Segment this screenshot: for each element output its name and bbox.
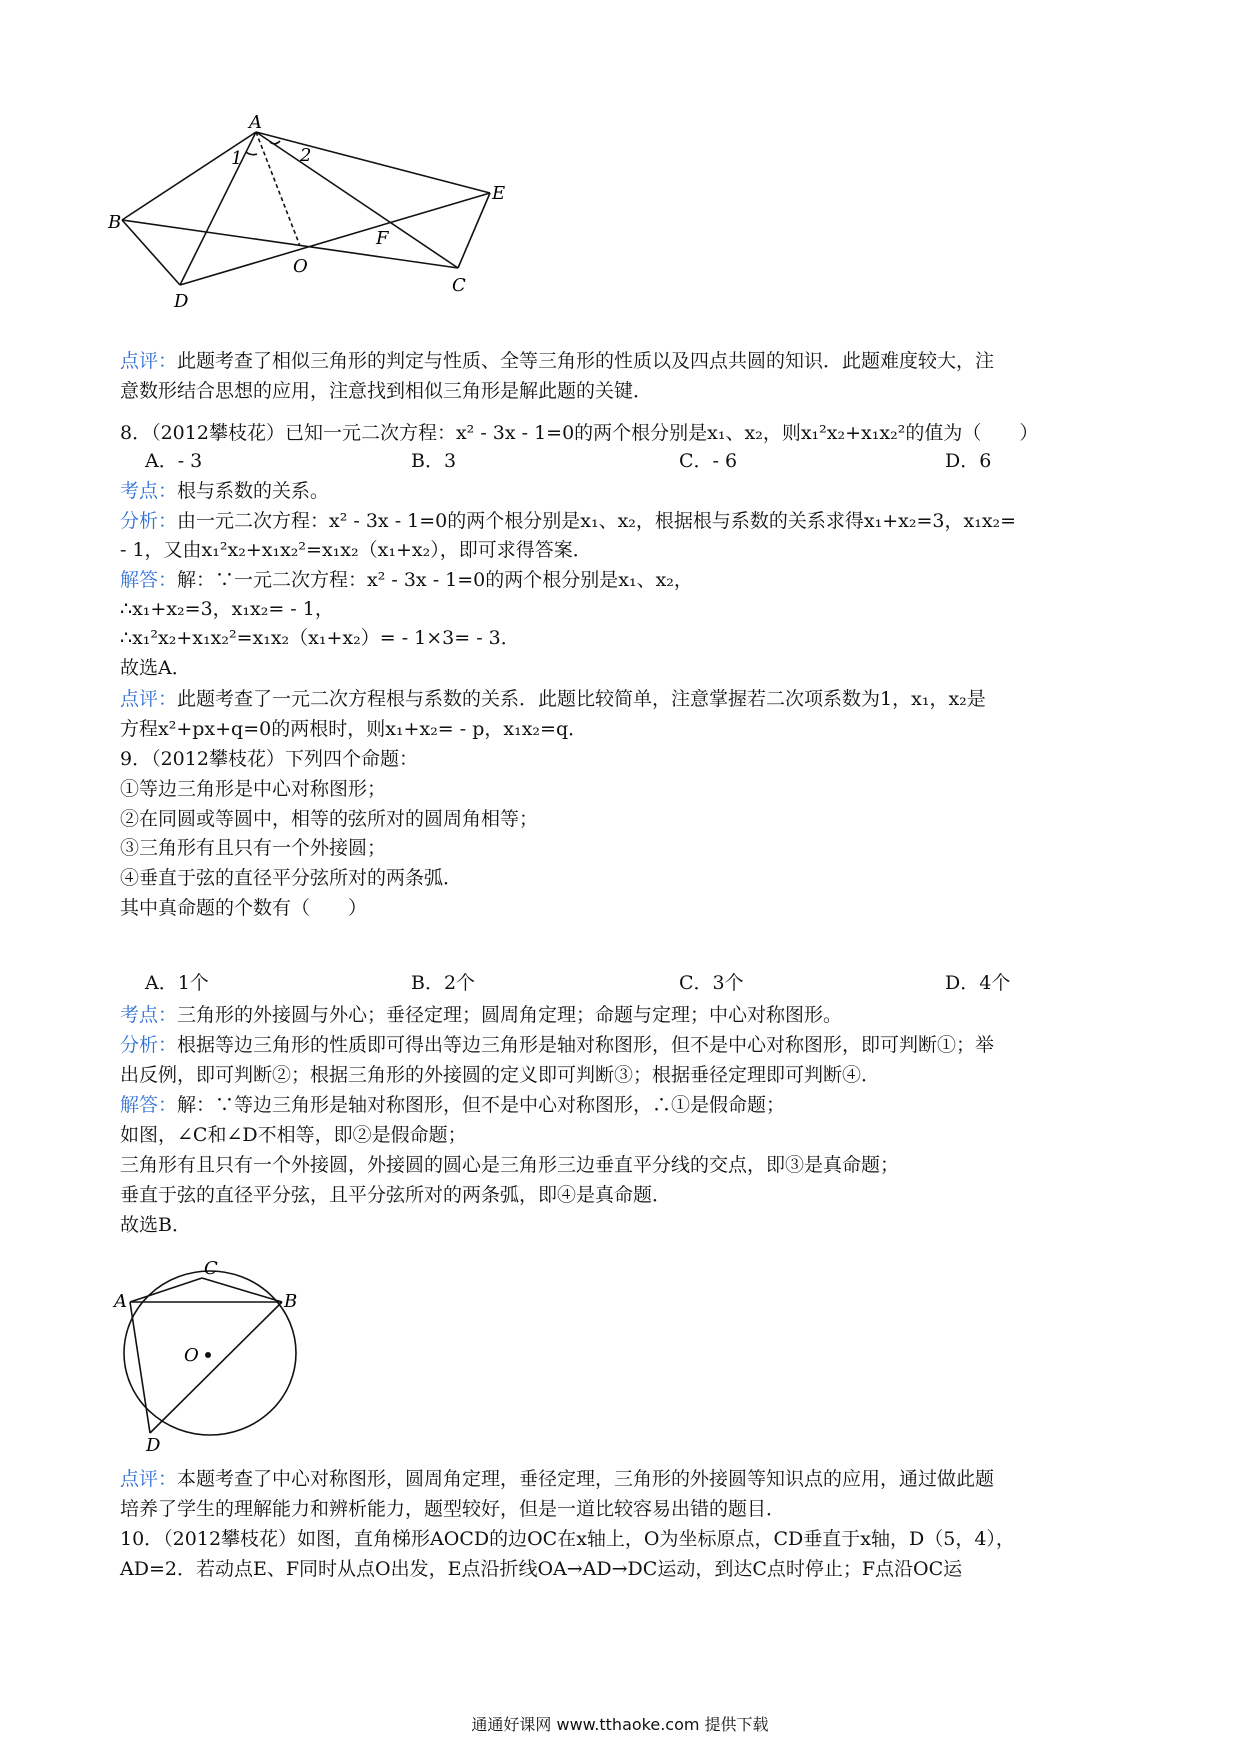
line-text: 8．（2012攀枝花）已知一元二次方程：x² - 3x - 1=0的两个根分别是x₁、x₂，则x₁²x₂+x₁x₂²的值为（ ） (120, 422, 1039, 444)
option-b: B．2个 (411, 972, 476, 994)
text-line (120, 567, 1130, 593)
geometry-figure-2 (110, 1255, 310, 1455)
text-line (120, 746, 1130, 772)
text-line (120, 776, 1130, 802)
line-text: 解：∵一元二次方程：x² - 3x - 1=0的两个根分别是x₁、x₂， (177, 569, 693, 591)
line-text: 9．（2012攀枝花）下列四个命题： (120, 748, 418, 770)
line-text: 根与系数的关系。 (177, 480, 330, 502)
section-tag: 分析： (120, 1034, 178, 1056)
fig1-label: 2 (300, 145, 312, 166)
fig1-label: 1 (231, 148, 243, 169)
text-line (120, 716, 1130, 742)
fig2-label: C (204, 1258, 218, 1279)
line-text: 意数形结合思想的应用，注意找到相似三角形是解此题的关键． (120, 380, 653, 402)
options-q9 (145, 970, 1145, 996)
fig2-label: B (284, 1291, 298, 1312)
fig1-label: A (249, 112, 262, 133)
line-text: 出反例，即可判断②；根据三角形的外接圆的定义即可判断③；根据垂径定理即可判断④． (120, 1064, 881, 1086)
line-text: 如图，∠C和∠D不相等，即②是假命题； (120, 1124, 467, 1146)
line-text: - 1，又由x₁²x₂+x₁x₂²=x₁x₂（x₁+x₂），即可求得答案． (120, 539, 592, 561)
line-text: 方程x²+px+q=0的两根时，则x₁+x₂= - p，x₁x₂=q． (120, 718, 588, 740)
text-line (120, 1062, 1130, 1088)
geometry-figure-1 (108, 112, 580, 340)
line-text: AD=2．若动点E、F同时从点O出发，E点沿折线OA→AD→DC运动，到达C点时停止；F点沿OC运 (120, 1558, 963, 1580)
text-line (120, 348, 1130, 374)
text-line (120, 625, 1130, 651)
line-text: 根据等边三角形的性质即可得出等边三角形是轴对称图形，但不是中心对称图形，即可判断①；举 (177, 1034, 995, 1056)
text-line (120, 655, 1130, 681)
fig1-label: D (174, 291, 189, 312)
line-text: 其中真命题的个数有（ ） (120, 897, 368, 919)
line-text: 由一元二次方程：x² - 3x - 1=0的两个根分别是x₁、x₂，根据根与系数的关系求得x₁+x₂=3，x₁x₂= (177, 510, 1017, 532)
text-line (120, 1212, 1130, 1238)
option-d: D．6 (945, 450, 992, 472)
section-tag: 分析： (120, 510, 178, 532)
line-text: ∴x₁²x₂+x₁x₂²=x₁x₂（x₁+x₂）= - 1×3= - 3． (120, 627, 520, 649)
fig2-label: O (184, 1345, 199, 1366)
fig2-label: D (146, 1435, 161, 1456)
text-line (120, 1002, 1130, 1028)
section-tag: 点评： (120, 350, 178, 372)
text-line (120, 835, 1130, 861)
text-line (120, 895, 1130, 921)
option-a: A．1个 (145, 972, 209, 994)
text-line (120, 1122, 1130, 1148)
text-line (120, 378, 1130, 404)
section-tag: 解答： (120, 569, 178, 591)
footer-text: 通通好课网 www.tthaoke.com 提供下载 (471, 1715, 769, 1734)
text-line (120, 1152, 1130, 1178)
option-c: C．- 6 (679, 450, 738, 472)
text-line (120, 1526, 1130, 1552)
option-d: D．4个 (945, 972, 1011, 994)
text-line (120, 1182, 1130, 1208)
section-tag: 考点： (120, 480, 178, 502)
line-text: 10．（2012攀枝花）如图，直角梯形AOCD的边OC在x轴上，O为坐标原点，CD垂直于x轴，D（5，4）， (120, 1528, 1015, 1550)
text-line (120, 806, 1130, 832)
option-c: C．3个 (679, 972, 744, 994)
fig2-label: A (114, 1291, 127, 1312)
option-a: A．- 3 (145, 450, 203, 472)
line-text: ③三角形有且只有一个外接圆； (120, 837, 387, 859)
line-text: 垂直于弦的直径平分弦，且平分弦所对的两条弧，即④是真命题． (120, 1184, 672, 1206)
line-text: 此题考查了一元二次方程根与系数的关系．此题比较简单，注意掌握若二次项系数为1，x₁，x₂是 (177, 688, 986, 710)
line-text: ∴x₁+x₂=3，x₁x₂= - 1， (120, 598, 334, 620)
line-text: 此题考查了相似三角形的判定与性质、全等三角形的性质以及四点共圆的知识．此题难度较大，注 (177, 350, 995, 372)
section-tag: 点评： (120, 688, 178, 710)
line-text: ②在同圆或等圆中，相等的弦所对的圆周角相等； (120, 808, 539, 830)
text-line (120, 1032, 1130, 1058)
section-tag: 解答： (120, 1094, 178, 1116)
text-line (120, 537, 1130, 563)
line-text: 故选A． (120, 657, 191, 679)
section-tag: 点评： (120, 1468, 178, 1490)
fig1-label: C (452, 275, 466, 296)
option-b: B．3 (411, 450, 457, 472)
fig1-label: E (492, 183, 506, 204)
text-line (120, 686, 1130, 712)
text-line (120, 478, 1130, 504)
text-line (120, 596, 1130, 622)
options-q8 (145, 448, 1145, 474)
text-line (120, 1466, 1130, 1492)
text-line (120, 1556, 1130, 1582)
line-text: ④垂直于弦的直径平分弦所对的两条弧． (120, 867, 463, 889)
section-tag: 考点： (120, 1004, 178, 1026)
fig1-label: O (293, 256, 308, 277)
line-text: 本题考查了中心对称图形，圆周角定理，垂径定理，三角形的外接圆等知识点的应用，通过做此题 (177, 1468, 995, 1490)
line-text: 三角形的外接圆与外心；垂径定理；圆周角定理；命题与定理；中心对称图形。 (177, 1004, 843, 1026)
line-text: 解：∵等边三角形是轴对称图形，但不是中心对称图形，∴①是假命题； (177, 1094, 786, 1116)
fig1-label: B (108, 212, 122, 233)
line-text: ①等边三角形是中心对称图形； (120, 778, 387, 800)
text-line (120, 865, 1130, 891)
line-text: 故选B． (120, 1214, 191, 1236)
text-line (120, 1092, 1130, 1118)
text-line (120, 508, 1130, 534)
text-line (120, 1496, 1130, 1522)
line-text: 培养了学生的理解能力和辨析能力，题型较好，但是一道比较容易出错的题目． (120, 1498, 786, 1520)
fig1-label: F (376, 228, 389, 249)
line-text: 三角形有且只有一个外接圆，外接圆的圆心是三角形三边垂直平分线的交点，即③是真命题； (120, 1154, 900, 1176)
text-line (120, 420, 1130, 446)
